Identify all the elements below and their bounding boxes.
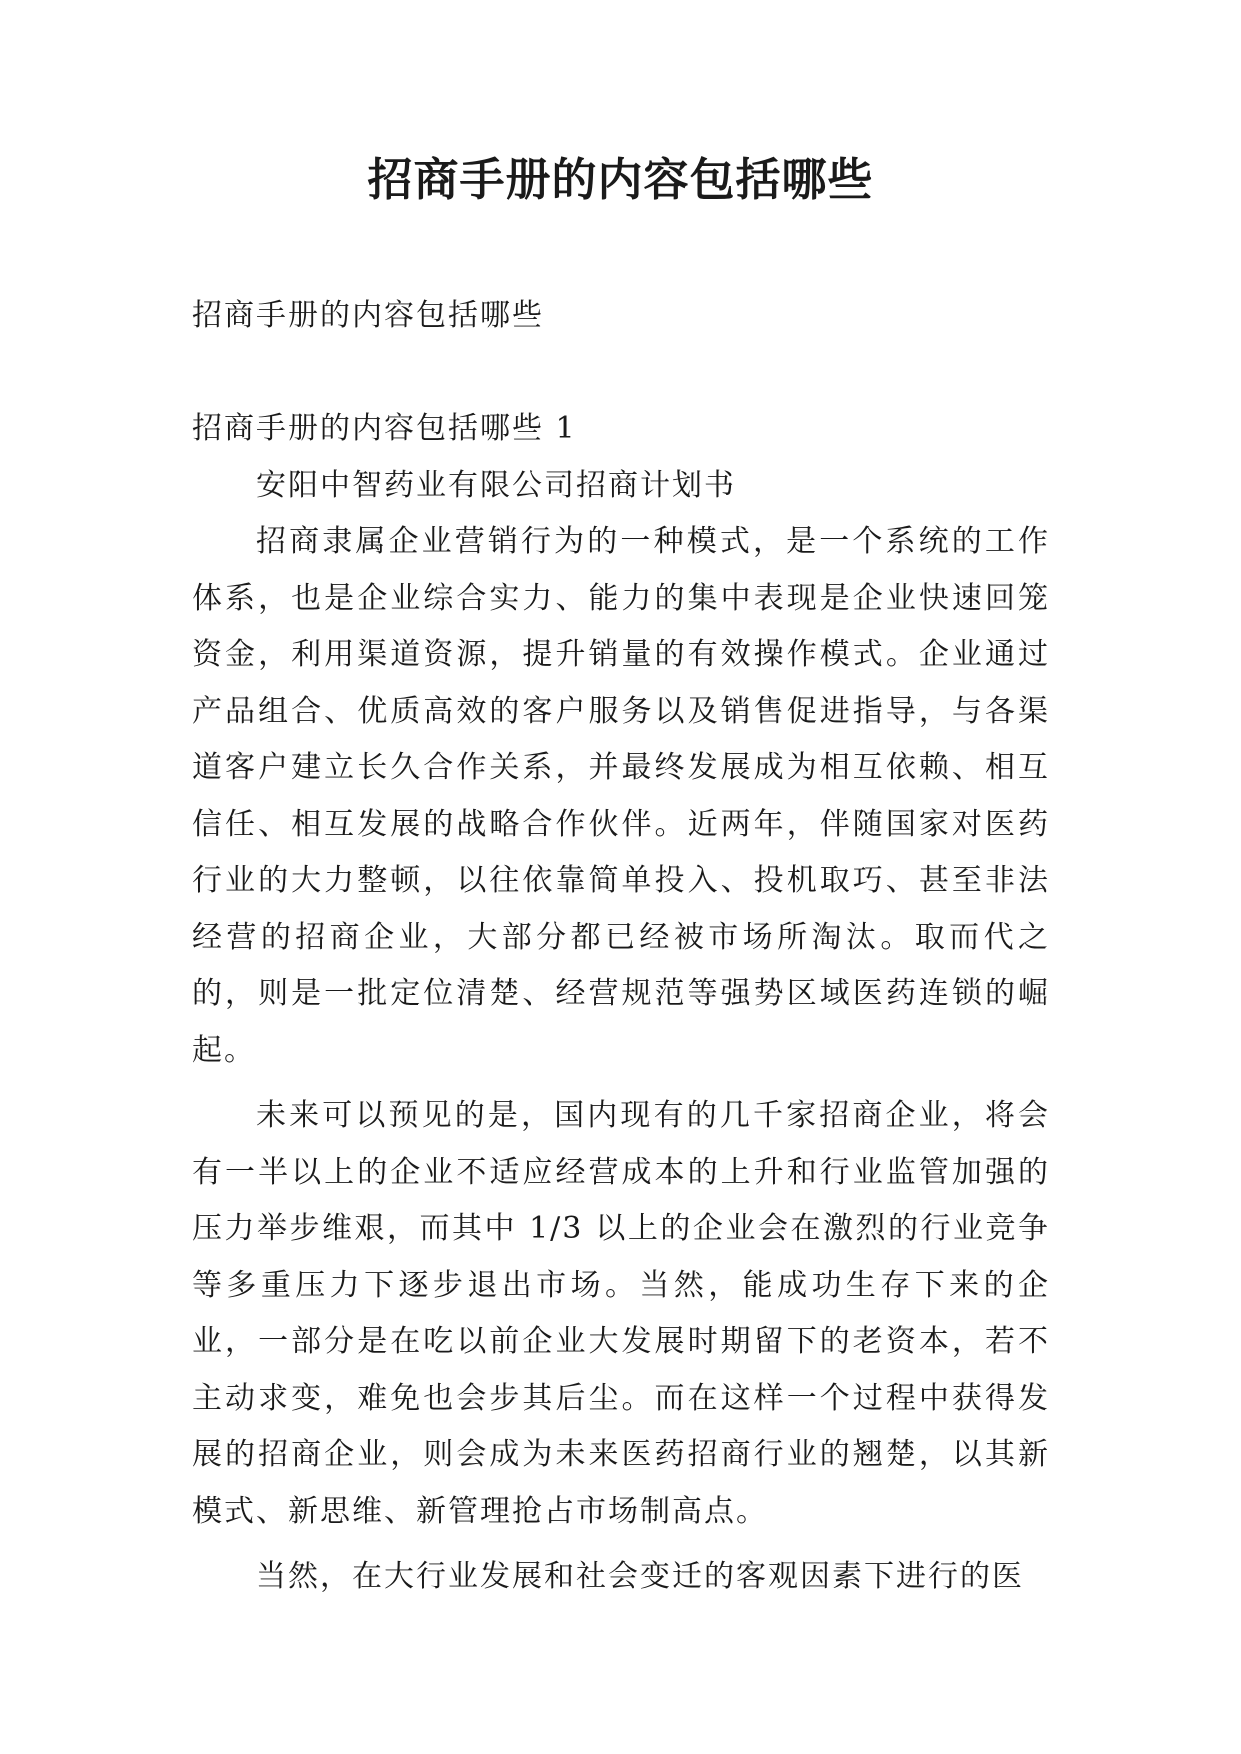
document-subtitle: 招商手册的内容包括哪些 — [192, 298, 544, 333]
blank-line — [192, 345, 1050, 402]
paragraph: 未来可以预见的是，国内现有的几千家招商企业，将会有一半以上的企业不适应经营成本的上升和行业监管加强的压力举步维艰，而其中 1/3 以上的企业会在激烈的行业竞争等多重压力下逐步退出市场。当然，能成功生存下来的企业，一部分是在吃以前企业大发展时期留下的老资本，若不主动求变，难免也会步其后尘。而在这样一个过程中获得发展的招商企业，则会成为未来医药招商行业的翘楚，以其新模式、新思维、新管理抢占市场制高点。 — [192, 1098, 1050, 1529]
section-heading: 招商手册的内容包括哪些 1 — [192, 411, 577, 446]
paragraph: 当然，在大行业发展和社会变迁的客观因素下进行的医 — [256, 1559, 1024, 1594]
paragraph: 招商隶属企业营销行为的一种模式，是一个系统的工作体系，也是企业综合实力、能力的集中表现是企业快速回笼资金，利用渠道资源，提升销量的有效操作模式。企业通过产品组合、优质高效的客户服务以及销售促进指导，与各渠道客户建立长久合作关系，并最终发展成为相互依赖、相互信任、相互发展的战略合作伙伴。近两年，伴随国家对医药行业的大力整顿，以往依靠简单投入、投机取巧、甚至非法经营的招商企业，大部分都已经被市场所淘汰。取而代之的，则是一批定位清楚、经营规范等强势区域医药连锁的崛起。 — [192, 524, 1050, 1068]
document-body — [192, 288, 1050, 1615]
plan-title: 安阳中智药业有限公司招商计划书 — [256, 467, 736, 503]
document-title: 招商手册的内容包括哪些 — [367, 153, 874, 206]
